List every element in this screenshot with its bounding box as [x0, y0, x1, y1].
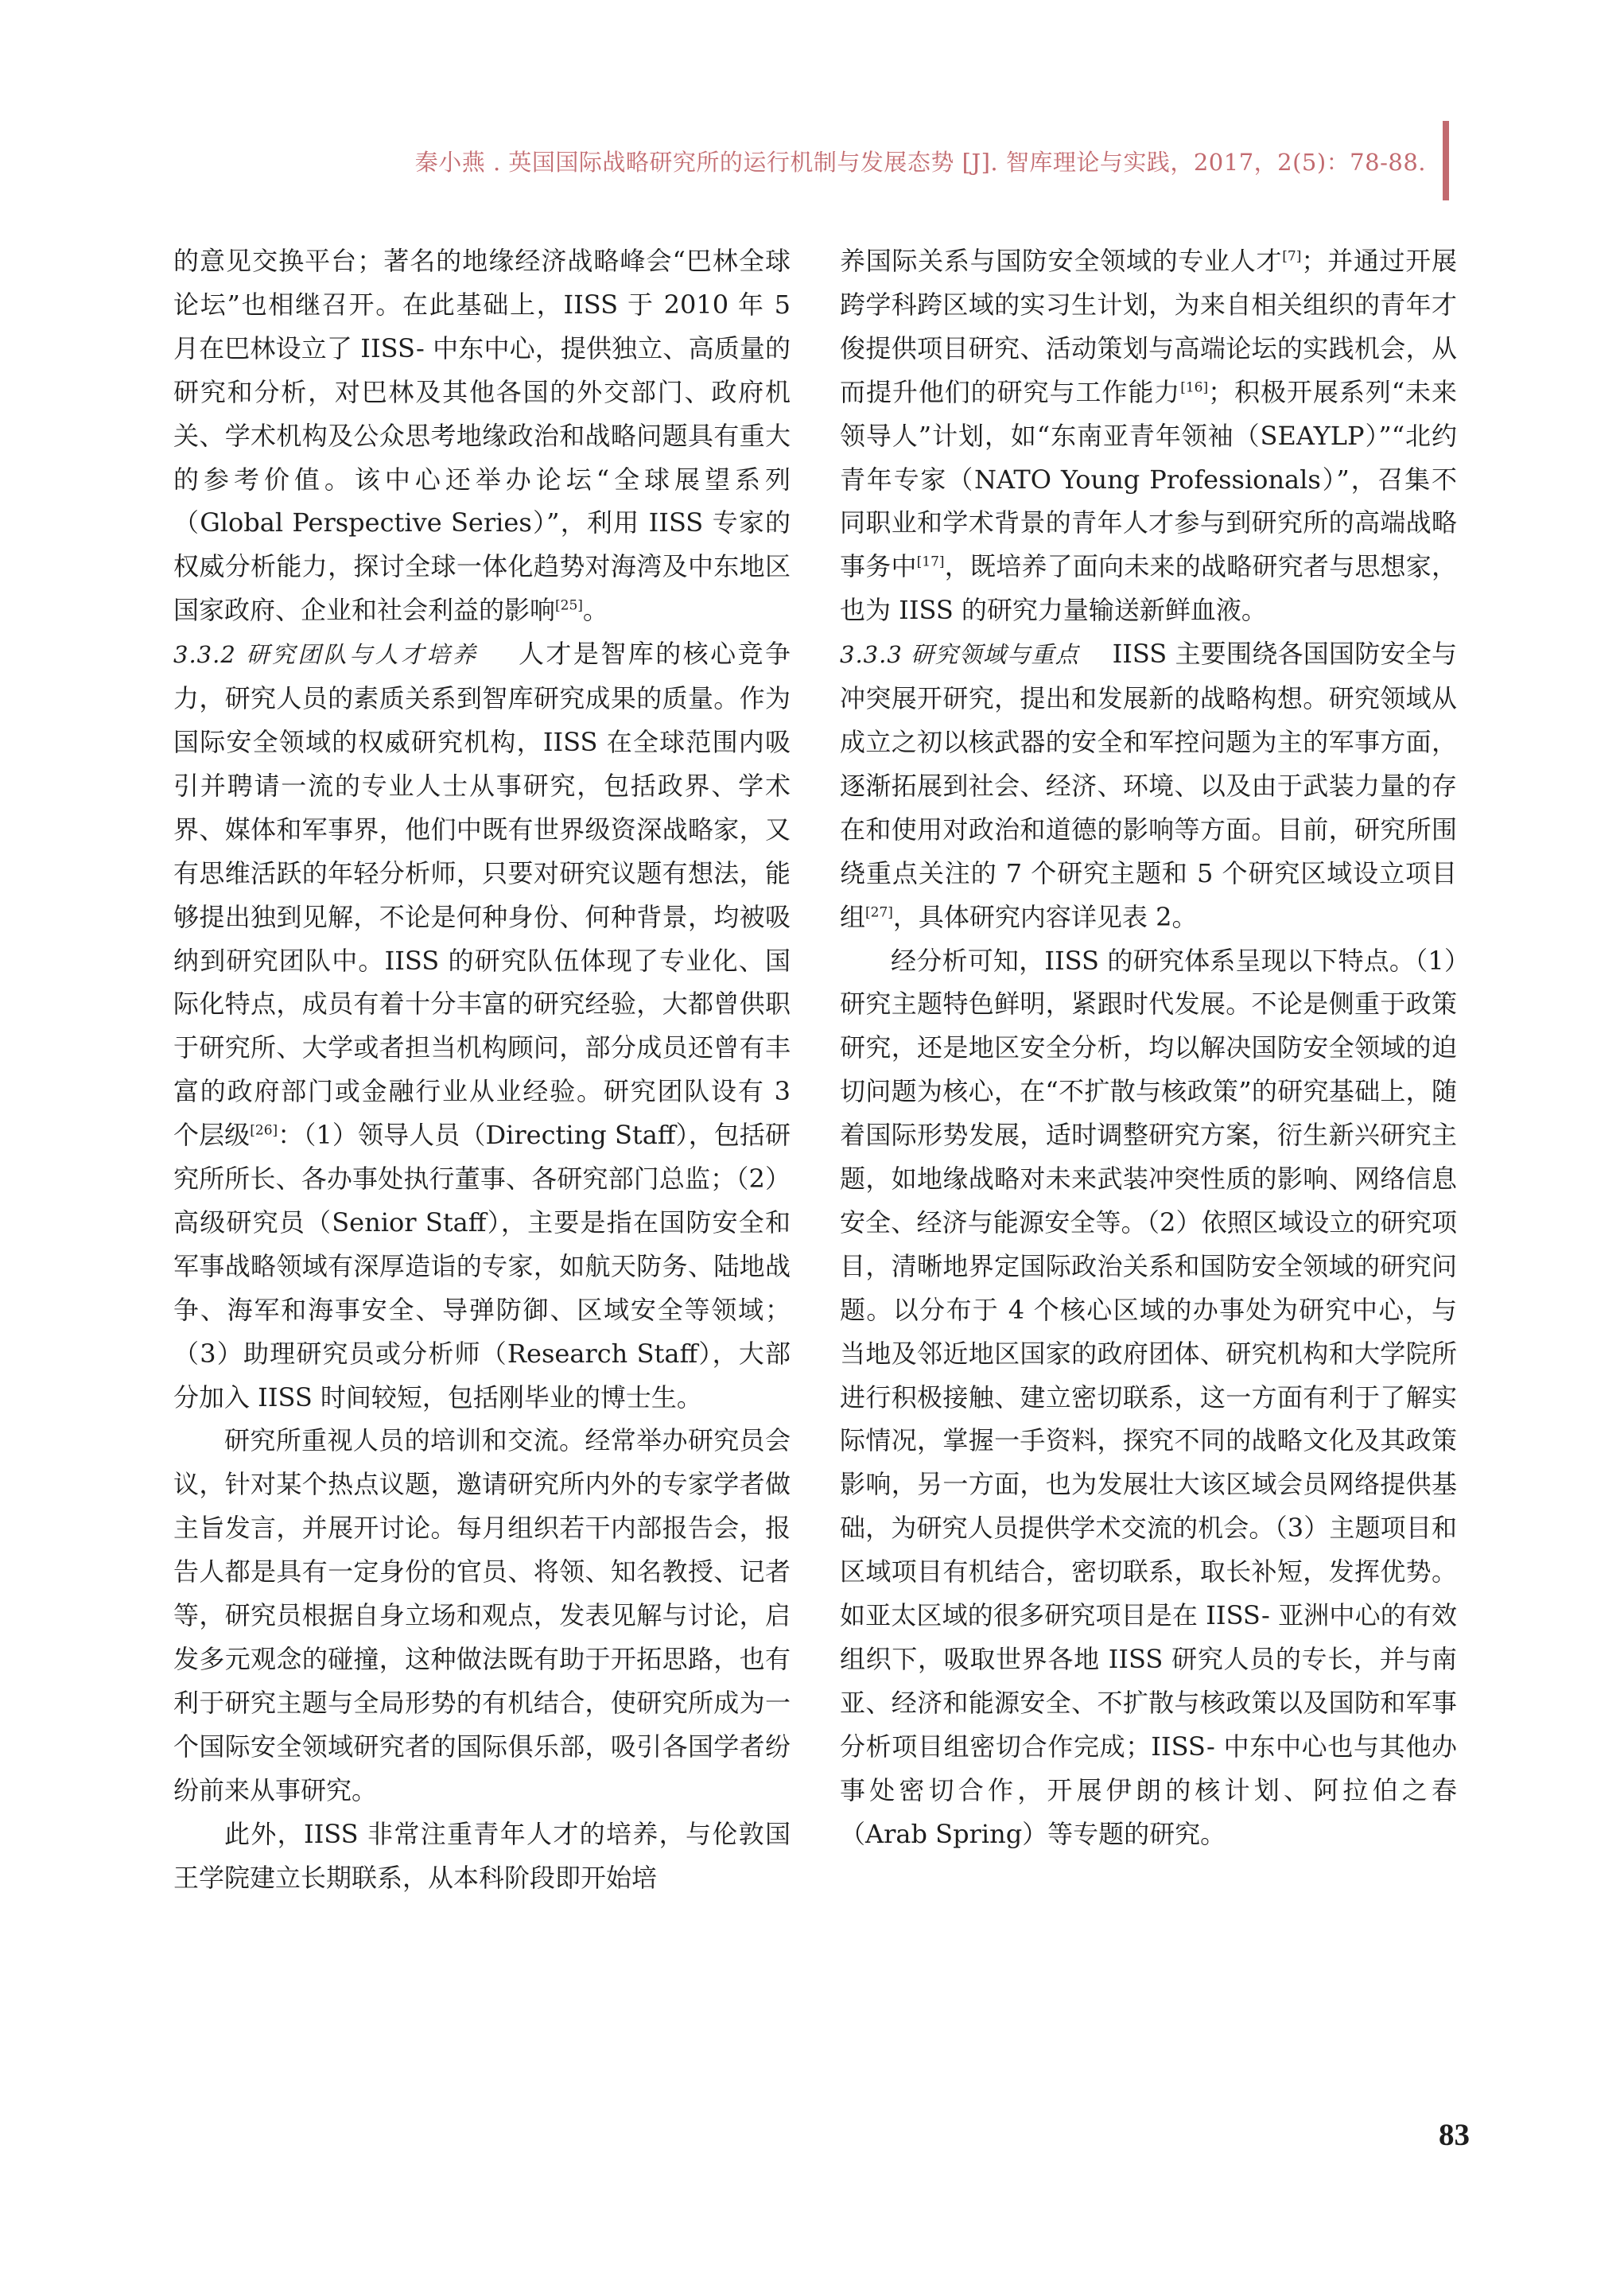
citation-ref: [25]: [555, 597, 583, 614]
left-column: [173, 239, 791, 1899]
paragraph: 此外，IISS 非常注重青年人才的培养，与伦敦国王学院建立长期联系，从本科阶段即开始培: [173, 1818, 791, 1893]
section-heading-3-3-2: 3.3.2 研究团队与人才培养: [173, 641, 479, 669]
paragraph: 经分析可知，IISS 的研究体系呈现以下特点。（1）研究主题特色鲜明，紧跟时代发展。不论是侧重于政策研究，还是地区安全分析，均以解决国防安全领域的迫切问题为核心，在“不扩散与核政策”的研究基础上，随着国际形势发展，适时调整研究方案，衍生新兴研究主题，如地缘战略对未来武装冲突性质的影响、网络信息安全、经济与能源安全等。（2）依照区域设立的研究项目，清晰地界定国际政治关系和国防安全领域的研究问题。以分布于 4 个核心区域的办事处为研究中心，与当地及邻近地区国家的政府团体、研究机构和大学院所进行积极接触、建立密切联系，这一方面有利于了解实际情况，掌握一手资料，探究不同的战略文化及其政策影响，另一方面，也为发展壮大该区域会员网络提供基础，为研究人员提供学术交流的机会。（3）主题项目和区域项目有机结合，密切联系，取长补短，发挥优势。如亚太区域的很多研究项目是在 IISS- 亚洲中心的有效组织下，吸取世界各地 IISS 研究人员的专长，并与南亚、经济和能源安全、不扩散与核政策以及国防和军事分析项目组密切合作完成；IISS- 中东中心也与其他办事处密切合作，开展伊朗的核计划、阿拉伯之春（Arab Spring）等专题的研究。: [840, 945, 1457, 1849]
header-accent-bar: [1443, 121, 1449, 200]
citation-ref: [26]: [250, 1122, 278, 1139]
paragraph: 养国际关系与国防安全领域的专业人才[7]；并通过开展跨学科跨区域的实习生计划，为来自相关组织的青年才俊提供项目研究、活动策划与高端论坛的实践机会，从而提升他们的研究与工作能力[16]；积极开展系列“未来领导人”计划，如“东南亚青年领袖（SEAYLP）”“北约青年专家（NATO Young Professionals）”，召集不同职业和学术背景的青年人才参与到研究所的高端战略事务中[17]，既培养了面向未来的战略研究者与思想家，也为 IISS 的研究力量输送新鲜血液。: [840, 246, 1457, 626]
section-heading-3-3-3: 3.3.3 研究领域与重点: [840, 641, 1079, 669]
running-header-citation: 秦小燕 . 英国国际战略研究所的运行机制与发展态势 [J]. 智库理论与实践，2017，2(5)：78-88.: [414, 149, 1426, 176]
citation-ref: [17]: [916, 554, 945, 570]
citation-ref: [27]: [865, 903, 893, 920]
paragraph: 研究所重视人员的培训和交流。经常举办研究员会议，针对某个热点议题，邀请研究所内外的专家学者做主旨发言，并展开讨论。每月组织若干内部报告会，报告人都是具有一定身份的官员、将领、知名教授、记者等，研究员根据自身立场和观点，发表见解与讨论，启发多元观念的碰撞，这种做法既有助于开拓思路，也有利于研究主题与全局形势的有机结合，使研究所成为一个国际安全领域研究者的国际俱乐部，吸引各国学者纷纷前来从事研究。: [173, 1425, 791, 1805]
paragraph: 的意见交换平台；著名的地缘经济战略峰会“巴林全球论坛”也相继召开。在此基础上，IISS 于 2010 年 5 月在巴林设立了 IISS- 中东中心，提供独立、高质量的研究和分析，对巴林及其他各国的外交部门、政府机关、学术机构及公众思考地缘政治和战略问题具有重大的参考价值。该中心还举办论坛“全球展望系列（Global Perspective Series）”，利用 IISS 专家的权威分析能力，探讨全球一体化趋势对海湾及中东地区国家政府、企业和社会利益的影响[25]。: [173, 246, 791, 626]
citation-ref: [16]: [1180, 379, 1209, 396]
citation-ref: [7]: [1282, 248, 1302, 265]
paragraph: 3.3.3 研究领域与重点 IISS 主要围绕各国国防安全与冲突展开研究，提出和发展新的战略构想。研究领域从成立之初以核武器的安全和军控问题为主的军事方面，逐渐拓展到社会、经济、环境、以及由于武装力量的存在和使用对政治和道德的影响等方面。目前，研究所围绕重点关注的 7 个研究主题和 5 个研究区域设立项目组[27]，具体研究内容详见表 2。: [840, 639, 1457, 932]
right-column: [840, 239, 1457, 1856]
paragraph: 3.3.2 研究团队与人才培养 人才是智库的核心竞争力，研究人员的素质关系到智库研究成果的质量。作为国际安全领域的权威研究机构，IISS 在全球范围内吸引并聘请一流的专业人士从事研究，包括政界、学术界、媒体和军事界，他们中既有世界级资深战略家，又有思维活跃的年轻分析师，只要对研究议题有想法，能够提出独到见解，不论是何种身份、何种背景，均被吸纳到研究团队中。IISS 的研究队伍体现了专业化、国际化特点，成员有着十分丰富的研究经验，大都曾供职于研究所、大学或者担当机构顾问，部分成员还曾有丰富的政府部门或金融行业从业经验。研究团队设有 3 个层级[26]：（1）领导人员（Directing Staff），包括研究所所长、各办事处执行董事、各研究部门总监；（2）高级研究员（Senior Staff），主要是指在国防安全和军事战略领域有深厚造诣的专家，如航天防务、陆地战争、海军和海事安全、导弹防御、区域安全等领域；（3）助理研究员或分析师（Research Staff），大部分加入 IISS 时间较短，包括刚毕业的博士生。: [173, 639, 791, 1412]
page-number: 83: [1439, 2118, 1470, 2152]
